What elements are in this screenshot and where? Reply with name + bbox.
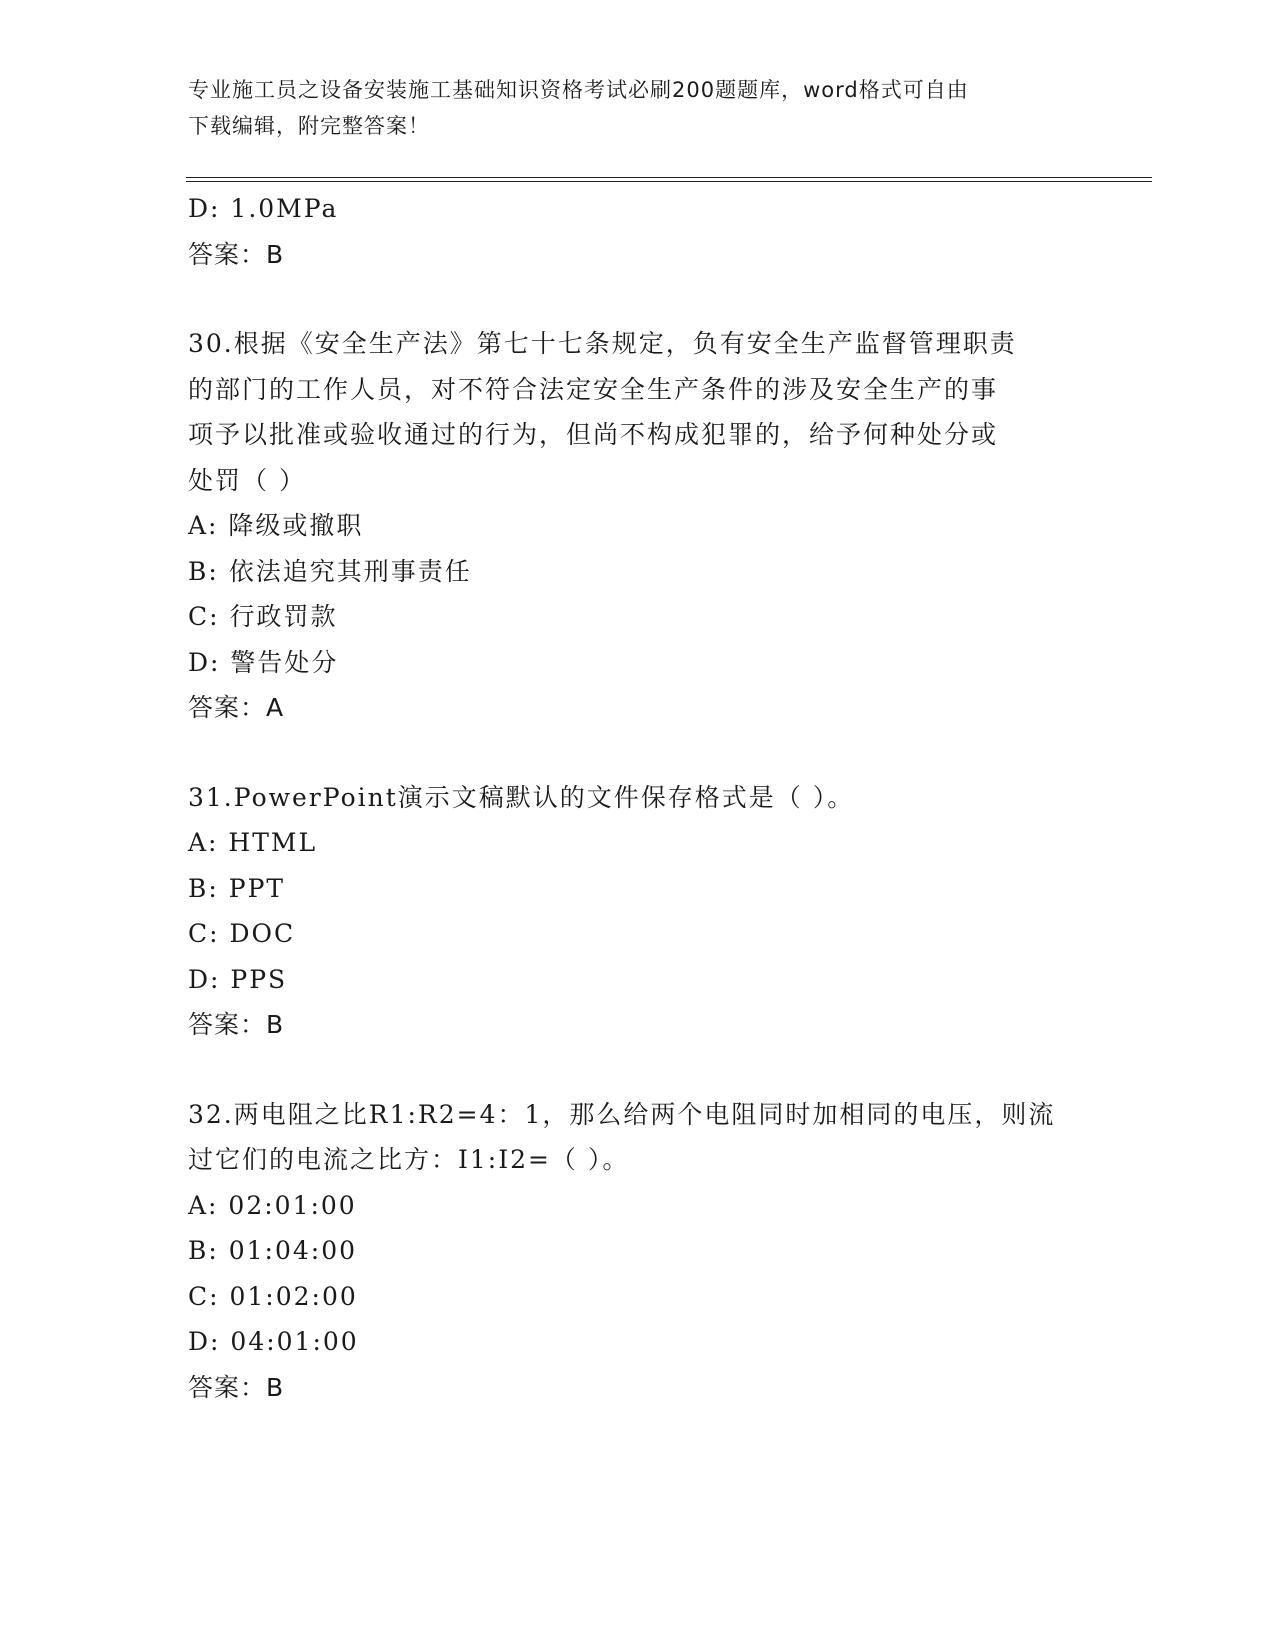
- header-title-line-2: 下载编辑，附完整答案！: [188, 114, 430, 138]
- option-d: D: 04:01:00: [188, 1327, 359, 1356]
- option-a: A: HTML: [188, 828, 318, 857]
- question-stem-line: 项予以批准或验收通过的行为，但尚不构成犯罪的，给予何种处分或: [188, 420, 999, 449]
- option-d: D: 警告处分: [188, 647, 339, 677]
- answer: 答案：B: [188, 1372, 285, 1402]
- document-body: [188, 186, 1088, 1410]
- option-a: A: 02:01:00: [188, 1190, 357, 1220]
- question-stem-line: 31.PowerPoint演示文稿默认的文件保存格式是（ ）。: [188, 782, 855, 812]
- header-divider: [186, 177, 1152, 182]
- option-d: D: PPS: [188, 964, 288, 994]
- option-c: C: DOC: [188, 919, 296, 948]
- question-32: [188, 1092, 1088, 1411]
- option-b: B: PPT: [188, 873, 286, 903]
- question-31: [188, 775, 1088, 1048]
- header-title-line-1: 专业施工员之设备安装施工基础知识资格考试必刷200题题库，word格式可自由: [188, 78, 969, 102]
- option-b: B: 依法追究其刑事责任: [188, 556, 472, 586]
- question-stem-line: 32.两电阻之比R1:R2=4：1，那么给两个电阻同时加相同的电压，则流: [188, 1099, 1056, 1129]
- option-c: C: 行政罚款: [188, 602, 338, 631]
- answer: 答案：B: [188, 1010, 285, 1039]
- option-d: D: 1.0MPa: [188, 194, 339, 223]
- question-30: [188, 321, 1088, 731]
- page-header: [188, 72, 1068, 144]
- option-b: B: 01:04:00: [188, 1236, 358, 1265]
- answer: 答案：B: [188, 239, 285, 269]
- question-stem-line: 30.根据《安全生产法》第七十七条规定，负有安全生产监督管理职责: [188, 329, 1017, 358]
- question-stem-line: 处罚（ ）: [188, 465, 306, 495]
- option-c: C: 01:02:00: [188, 1281, 358, 1311]
- option-a: A: 降级或撤职: [188, 511, 364, 540]
- question-stem-line: 的部门的工作人员，对不符合法定安全生产条件的涉及安全生产的事: [188, 374, 999, 404]
- question-stem-line: 过它们的电流之比方：I1:I2=（ ）。: [188, 1145, 630, 1174]
- answer: 答案：A: [188, 693, 285, 722]
